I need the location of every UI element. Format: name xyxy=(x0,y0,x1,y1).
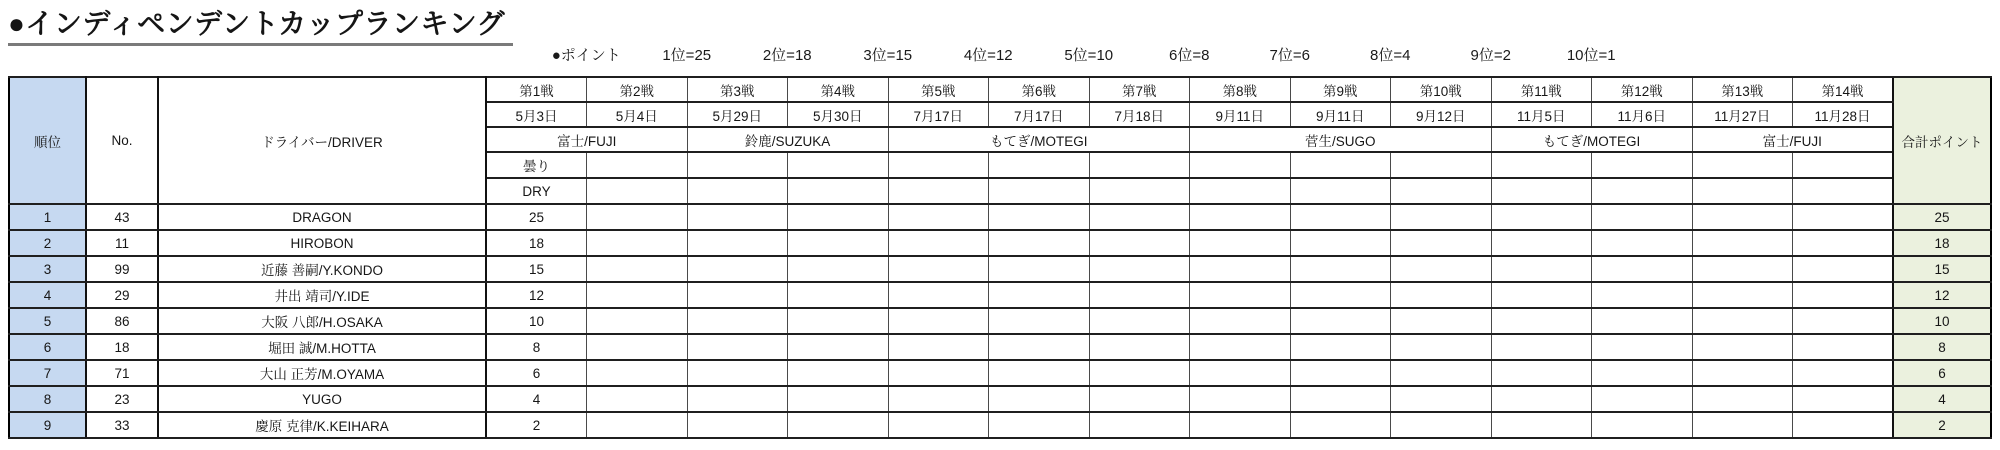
circuit-label-3: もてぎ/MOTEGI xyxy=(888,127,1190,152)
circuit-label-5: もてぎ/MOTEGI xyxy=(1491,127,1692,152)
round-header-9: 第9戦 xyxy=(1290,77,1391,102)
points-cell-round-11 xyxy=(1491,282,1592,308)
points-cell-round-11 xyxy=(1491,204,1592,230)
round-date-10: 9月12日 xyxy=(1391,102,1492,127)
round-header-8: 第8戦 xyxy=(1190,77,1291,102)
points-cell-round-3 xyxy=(687,360,788,386)
points-cell-round-14 xyxy=(1793,204,1894,230)
points-cell-round-10 xyxy=(1391,360,1492,386)
rank-cell: 9 xyxy=(9,412,86,438)
points-cell-round-10 xyxy=(1391,386,1492,412)
weather-cell-round-11 xyxy=(1491,152,1592,178)
no-cell: 18 xyxy=(86,334,158,360)
points-cell-round-6 xyxy=(989,230,1090,256)
standing-row-2 xyxy=(9,230,1991,256)
no-cell: 86 xyxy=(86,308,158,334)
points-cell-round-4 xyxy=(788,308,889,334)
points-cell-round-5 xyxy=(888,386,989,412)
points-cell-round-5 xyxy=(888,230,989,256)
points-legend-item-4: 4位=12 xyxy=(963,47,1013,64)
points-cell-round-4 xyxy=(788,412,889,438)
circuit-label-6: 富士/FUJI xyxy=(1692,127,1893,152)
rank-cell: 4 xyxy=(9,282,86,308)
weather-cell-round-9 xyxy=(1290,152,1391,178)
points-cell-round-14 xyxy=(1793,412,1894,438)
condition-cell-round-3 xyxy=(687,178,788,204)
round-header-11: 第11戦 xyxy=(1491,77,1592,102)
condition-cell-round-9 xyxy=(1290,178,1391,204)
circuit-label-1: 富士/FUJI xyxy=(486,127,687,152)
driver-cell: 井出 靖司/Y.IDE xyxy=(158,282,486,308)
round-date-8: 9月11日 xyxy=(1190,102,1291,127)
points-cell-round-7 xyxy=(1089,256,1190,282)
points-cell-round-9 xyxy=(1290,256,1391,282)
condition-cell-round-5 xyxy=(888,178,989,204)
points-cell-round-7 xyxy=(1089,412,1190,438)
points-cell-round-8 xyxy=(1190,386,1291,412)
round1-condition-cell: DRY xyxy=(486,178,587,204)
points-cell-round-8 xyxy=(1190,308,1291,334)
points-cell-round-9 xyxy=(1290,282,1391,308)
points-cell-round-8 xyxy=(1190,360,1291,386)
points-cell-round-14 xyxy=(1793,230,1894,256)
points-cell-round-11 xyxy=(1491,256,1592,282)
driver-cell: 大阪 八郎/H.OSAKA xyxy=(158,308,486,334)
round-date-3: 5月29日 xyxy=(687,102,788,127)
points-cell-round-3 xyxy=(687,230,788,256)
driver-cell: YUGO xyxy=(158,386,486,412)
round-header-12: 第12戦 xyxy=(1592,77,1693,102)
points-cell-round-10 xyxy=(1391,412,1492,438)
round-date-12: 11月6日 xyxy=(1592,102,1693,127)
points-cell-round-2 xyxy=(587,412,688,438)
points-cell-round-9 xyxy=(1290,230,1391,256)
round-date-14: 11月28日 xyxy=(1793,102,1894,127)
points-cell-round-12 xyxy=(1592,334,1693,360)
points-cell-round-2 xyxy=(587,204,688,230)
rank-column-header: 順位 xyxy=(9,77,86,204)
points-cell-round-13 xyxy=(1692,204,1793,230)
points-legend-label: ●ポイント xyxy=(551,47,621,64)
points-cell-round-14 xyxy=(1793,308,1894,334)
points-cell-round-13 xyxy=(1692,282,1793,308)
weather-cell-round-7 xyxy=(1089,152,1190,178)
driver-cell: HIROBON xyxy=(158,230,486,256)
points-cell-round-10 xyxy=(1391,282,1492,308)
round-header-13: 第13戦 xyxy=(1692,77,1793,102)
total-cell: 6 xyxy=(1893,360,1991,386)
points-cell-round-12 xyxy=(1592,386,1693,412)
no-column-header: No. xyxy=(86,77,158,204)
points-cell-round-9 xyxy=(1290,412,1391,438)
points-legend-item-7: 7位=6 xyxy=(1269,47,1310,64)
points-cell-round-12 xyxy=(1592,308,1693,334)
points-cell-round-1: 8 xyxy=(486,334,587,360)
page-title: ●インディペンデントカップランキング xyxy=(8,2,513,46)
total-cell: 12 xyxy=(1893,282,1991,308)
points-cell-round-1: 6 xyxy=(486,360,587,386)
points-cell-round-1: 15 xyxy=(486,256,587,282)
weather-cell-round-14 xyxy=(1793,152,1894,178)
points-cell-round-4 xyxy=(788,256,889,282)
points-cell-round-11 xyxy=(1491,334,1592,360)
round-header-7: 第7戦 xyxy=(1089,77,1190,102)
condition-cell-round-7 xyxy=(1089,178,1190,204)
round-header-6: 第6戦 xyxy=(989,77,1090,102)
points-legend-item-8: 8位=4 xyxy=(1370,47,1411,64)
points-cell-round-2 xyxy=(587,230,688,256)
weather-cell-round-2 xyxy=(587,152,688,178)
standing-row-6 xyxy=(9,334,1991,360)
standing-row-5 xyxy=(9,308,1991,334)
points-legend-item-6: 6位=8 xyxy=(1169,47,1210,64)
round-date-5: 7月17日 xyxy=(888,102,989,127)
points-cell-round-5 xyxy=(888,412,989,438)
points-cell-round-12 xyxy=(1592,360,1693,386)
driver-cell: 堀田 誠/M.HOTTA xyxy=(158,334,486,360)
condition-cell-round-10 xyxy=(1391,178,1492,204)
ranking-table xyxy=(8,76,1992,439)
standing-row-9 xyxy=(9,412,1991,438)
points-cell-round-5 xyxy=(888,334,989,360)
no-cell: 33 xyxy=(86,412,158,438)
total-cell: 2 xyxy=(1893,412,1991,438)
weather-cell-round-10 xyxy=(1391,152,1492,178)
table-header xyxy=(9,77,1991,204)
no-cell: 29 xyxy=(86,282,158,308)
points-cell-round-8 xyxy=(1190,256,1291,282)
standing-row-7 xyxy=(9,360,1991,386)
circuit-label-4: 菅生/SUGO xyxy=(1190,127,1492,152)
points-cell-round-14 xyxy=(1793,256,1894,282)
condition-cell-round-11 xyxy=(1491,178,1592,204)
round-date-9: 9月11日 xyxy=(1290,102,1391,127)
points-cell-round-6 xyxy=(989,334,1090,360)
points-cell-round-7 xyxy=(1089,360,1190,386)
circuit-label-2: 鈴鹿/SUZUKA xyxy=(687,127,888,152)
points-cell-round-10 xyxy=(1391,230,1492,256)
points-legend-item-2: 2位=18 xyxy=(762,47,812,64)
standing-row-4 xyxy=(9,282,1991,308)
weather-cell-round-6 xyxy=(989,152,1090,178)
points-cell-round-11 xyxy=(1491,386,1592,412)
points-cell-round-4 xyxy=(788,334,889,360)
points-cell-round-3 xyxy=(687,204,788,230)
points-cell-round-1: 25 xyxy=(486,204,587,230)
points-cell-round-6 xyxy=(989,256,1090,282)
points-cell-round-12 xyxy=(1592,204,1693,230)
points-cell-round-1: 2 xyxy=(486,412,587,438)
points-cell-round-12 xyxy=(1592,282,1693,308)
points-cell-round-2 xyxy=(587,360,688,386)
points-cell-round-4 xyxy=(788,360,889,386)
condition-cell-round-2 xyxy=(587,178,688,204)
standing-row-3 xyxy=(9,256,1991,282)
points-cell-round-3 xyxy=(687,412,788,438)
no-cell: 11 xyxy=(86,230,158,256)
points-cell-round-8 xyxy=(1190,282,1291,308)
points-cell-round-13 xyxy=(1692,256,1793,282)
driver-cell: 大山 正芳/M.OYAMA xyxy=(158,360,486,386)
points-legend-item-1: 1位=25 xyxy=(662,47,712,64)
points-cell-round-7 xyxy=(1089,386,1190,412)
driver-cell: 近藤 善嗣/Y.KONDO xyxy=(158,256,486,282)
round-date-1: 5月3日 xyxy=(486,102,587,127)
total-cell: 10 xyxy=(1893,308,1991,334)
points-cell-round-7 xyxy=(1089,308,1190,334)
total-column-header: 合計ポイント xyxy=(1893,77,1991,204)
points-cell-round-12 xyxy=(1592,230,1693,256)
round1-weather-cell: 曇り xyxy=(486,152,587,178)
points-cell-round-4 xyxy=(788,386,889,412)
points-cell-round-2 xyxy=(587,256,688,282)
standing-row-8 xyxy=(9,386,1991,412)
points-cell-round-11 xyxy=(1491,360,1592,386)
condition-cell-round-8 xyxy=(1190,178,1291,204)
points-cell-round-12 xyxy=(1592,256,1693,282)
points-cell-round-4 xyxy=(788,230,889,256)
rank-cell: 7 xyxy=(9,360,86,386)
rank-cell: 2 xyxy=(9,230,86,256)
round-header-5: 第5戦 xyxy=(888,77,989,102)
no-cell: 43 xyxy=(86,204,158,230)
standing-row-1 xyxy=(9,204,1991,230)
points-cell-round-5 xyxy=(888,204,989,230)
points-cell-round-13 xyxy=(1692,308,1793,334)
weather-cell-round-12 xyxy=(1592,152,1693,178)
points-cell-round-11 xyxy=(1491,308,1592,334)
total-cell: 18 xyxy=(1893,230,1991,256)
points-cell-round-4 xyxy=(788,282,889,308)
points-cell-round-10 xyxy=(1391,204,1492,230)
points-cell-round-13 xyxy=(1692,334,1793,360)
round-date-4: 5月30日 xyxy=(788,102,889,127)
weather-cell-round-5 xyxy=(888,152,989,178)
condition-cell-round-13 xyxy=(1692,178,1793,204)
points-cell-round-3 xyxy=(687,386,788,412)
weather-cell-round-8 xyxy=(1190,152,1291,178)
points-cell-round-3 xyxy=(687,334,788,360)
driver-cell: DRAGON xyxy=(158,204,486,230)
points-cell-round-6 xyxy=(989,412,1090,438)
round-header-1: 第1戦 xyxy=(486,77,587,102)
table-body xyxy=(9,204,1991,438)
points-cell-round-10 xyxy=(1391,334,1492,360)
points-cell-round-3 xyxy=(687,256,788,282)
points-cell-round-8 xyxy=(1190,334,1291,360)
total-cell: 8 xyxy=(1893,334,1991,360)
points-legend xyxy=(536,44,1642,65)
no-cell: 71 xyxy=(86,360,158,386)
round-header-10: 第10戦 xyxy=(1391,77,1492,102)
round-header-2: 第2戦 xyxy=(587,77,688,102)
points-cell-round-7 xyxy=(1089,230,1190,256)
points-cell-round-6 xyxy=(989,308,1090,334)
points-cell-round-6 xyxy=(989,386,1090,412)
total-cell: 25 xyxy=(1893,204,1991,230)
points-cell-round-3 xyxy=(687,282,788,308)
points-legend-item-10: 10位=1 xyxy=(1566,47,1616,64)
points-cell-round-10 xyxy=(1391,308,1492,334)
points-cell-round-7 xyxy=(1089,204,1190,230)
points-legend-item-5: 5位=10 xyxy=(1064,47,1114,64)
round-header-3: 第3戦 xyxy=(687,77,788,102)
points-cell-round-2 xyxy=(587,282,688,308)
points-cell-round-14 xyxy=(1793,386,1894,412)
rank-cell: 1 xyxy=(9,204,86,230)
weather-cell-round-3 xyxy=(687,152,788,178)
round-date-11: 11月5日 xyxy=(1491,102,1592,127)
points-cell-round-11 xyxy=(1491,230,1592,256)
points-cell-round-10 xyxy=(1391,256,1492,282)
points-cell-round-11 xyxy=(1491,412,1592,438)
points-cell-round-9 xyxy=(1290,334,1391,360)
points-cell-round-14 xyxy=(1793,282,1894,308)
points-cell-round-3 xyxy=(687,308,788,334)
weather-cell-round-4 xyxy=(788,152,889,178)
weather-cell-round-13 xyxy=(1692,152,1793,178)
points-cell-round-6 xyxy=(989,282,1090,308)
points-cell-round-2 xyxy=(587,308,688,334)
points-cell-round-1: 4 xyxy=(486,386,587,412)
points-cell-round-2 xyxy=(587,334,688,360)
points-cell-round-8 xyxy=(1190,412,1291,438)
points-cell-round-4 xyxy=(788,204,889,230)
condition-cell-round-4 xyxy=(788,178,889,204)
points-cell-round-13 xyxy=(1692,412,1793,438)
driver-cell: 慶原 克律/K.KEIHARA xyxy=(158,412,486,438)
points-cell-round-1: 10 xyxy=(486,308,587,334)
no-cell: 99 xyxy=(86,256,158,282)
round-date-6: 7月17日 xyxy=(989,102,1090,127)
total-cell: 15 xyxy=(1893,256,1991,282)
condition-cell-round-6 xyxy=(989,178,1090,204)
points-cell-round-14 xyxy=(1793,334,1894,360)
points-cell-round-5 xyxy=(888,256,989,282)
points-cell-round-8 xyxy=(1190,204,1291,230)
points-cell-round-6 xyxy=(989,204,1090,230)
points-legend-item-3: 3位=15 xyxy=(863,47,913,64)
points-cell-round-5 xyxy=(888,282,989,308)
rank-cell: 5 xyxy=(9,308,86,334)
points-cell-round-14 xyxy=(1793,360,1894,386)
condition-cell-round-12 xyxy=(1592,178,1693,204)
points-cell-round-9 xyxy=(1290,360,1391,386)
points-cell-round-7 xyxy=(1089,334,1190,360)
points-cell-round-9 xyxy=(1290,308,1391,334)
points-cell-round-13 xyxy=(1692,360,1793,386)
round-date-2: 5月4日 xyxy=(587,102,688,127)
points-cell-round-1: 18 xyxy=(486,230,587,256)
points-cell-round-5 xyxy=(888,308,989,334)
points-cell-round-5 xyxy=(888,360,989,386)
round-header-row xyxy=(9,77,1991,102)
points-cell-round-7 xyxy=(1089,282,1190,308)
points-cell-round-1: 12 xyxy=(486,282,587,308)
rank-cell: 6 xyxy=(9,334,86,360)
points-cell-round-9 xyxy=(1290,204,1391,230)
no-cell: 23 xyxy=(86,386,158,412)
points-cell-round-2 xyxy=(587,386,688,412)
round-date-13: 11月27日 xyxy=(1692,102,1793,127)
rank-cell: 3 xyxy=(9,256,86,282)
points-cell-round-6 xyxy=(989,360,1090,386)
points-legend-item-9: 9位=2 xyxy=(1470,47,1511,64)
points-cell-round-12 xyxy=(1592,412,1693,438)
round-header-4: 第4戦 xyxy=(788,77,889,102)
condition-cell-round-14 xyxy=(1793,178,1894,204)
points-cell-round-9 xyxy=(1290,386,1391,412)
total-cell: 4 xyxy=(1893,386,1991,412)
driver-column-header: ドライバー/DRIVER xyxy=(158,77,486,204)
round-date-7: 7月18日 xyxy=(1089,102,1190,127)
round-header-14: 第14戦 xyxy=(1793,77,1894,102)
points-cell-round-13 xyxy=(1692,230,1793,256)
rank-cell: 8 xyxy=(9,386,86,412)
points-cell-round-8 xyxy=(1190,230,1291,256)
points-cell-round-13 xyxy=(1692,386,1793,412)
